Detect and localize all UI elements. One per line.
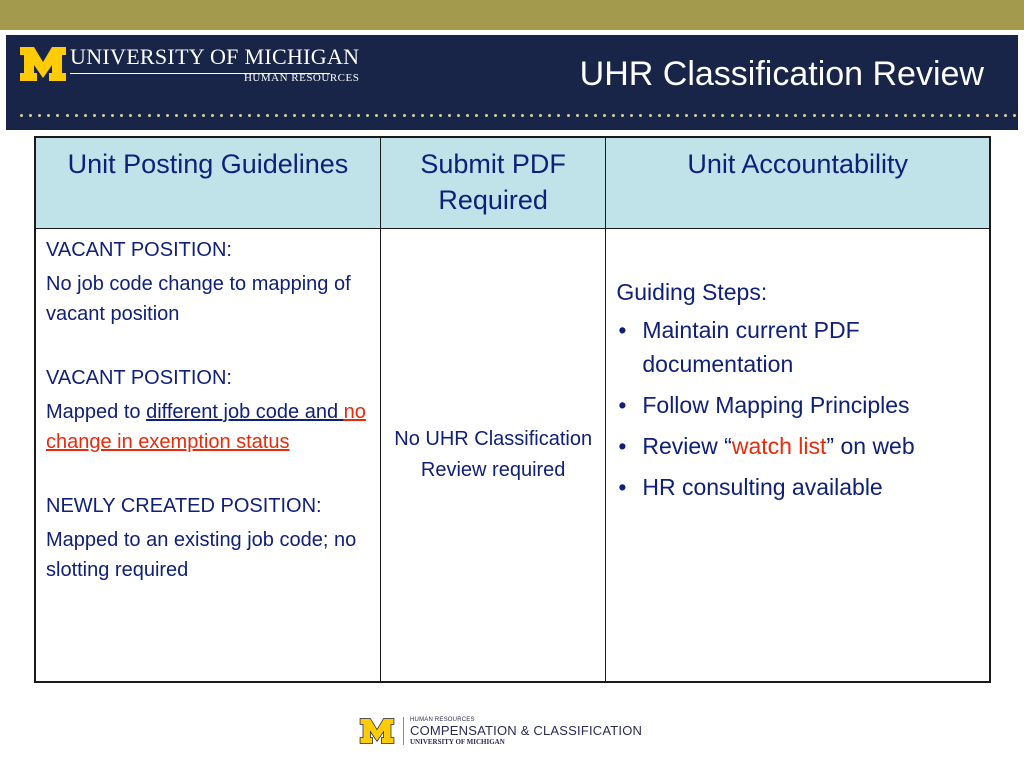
dot — [475, 114, 478, 117]
new-position-heading: NEWLY CREATED POSITION: — [46, 495, 322, 517]
step-text-prefix: Review “ — [642, 433, 732, 459]
dot — [430, 114, 433, 117]
dot — [776, 114, 779, 117]
dot — [157, 114, 160, 117]
dot — [913, 114, 916, 117]
dot — [849, 114, 852, 117]
list-item — [616, 470, 979, 504]
top-stripe — [0, 0, 1024, 30]
block-m-icon — [357, 717, 397, 745]
list-item — [616, 313, 979, 381]
table-header-row — [35, 137, 990, 229]
dot — [275, 114, 278, 117]
footer-text — [410, 717, 642, 746]
dot — [721, 114, 724, 117]
dot — [321, 114, 324, 117]
dot — [93, 114, 96, 117]
dot — [758, 114, 761, 117]
dot — [840, 114, 843, 117]
dot — [120, 114, 123, 117]
dot — [958, 114, 961, 117]
dot — [612, 114, 615, 117]
dot — [530, 114, 533, 117]
dot — [348, 114, 351, 117]
dot — [594, 114, 597, 117]
dot — [111, 114, 114, 117]
posting-guidelines-cell — [35, 229, 380, 683]
classification-table — [34, 136, 991, 683]
guiding-steps-heading: Guiding Steps: — [616, 279, 768, 305]
dot — [20, 114, 23, 117]
dot — [384, 114, 387, 117]
dot — [676, 114, 679, 117]
dot — [940, 114, 943, 117]
dot — [685, 114, 688, 117]
list-item — [616, 429, 979, 463]
dot — [576, 114, 579, 117]
dot — [949, 114, 952, 117]
dot — [485, 114, 488, 117]
dot — [858, 114, 861, 117]
dotted-rule — [12, 114, 1024, 120]
dot — [284, 114, 287, 117]
dot — [922, 114, 925, 117]
dot — [885, 114, 888, 117]
dot — [239, 114, 242, 117]
unit-accountability-cell — [606, 229, 990, 683]
dot — [712, 114, 715, 117]
dot — [230, 114, 233, 117]
dot — [703, 114, 706, 117]
dot — [603, 114, 606, 117]
slide-title: UHR Classification Review — [579, 55, 984, 93]
bullet-icon: • — [618, 474, 627, 500]
submit-pdf-cell: No UHR Classification Review required — [380, 229, 605, 683]
dot — [967, 114, 970, 117]
dot — [822, 114, 825, 117]
dot — [129, 114, 132, 117]
dot — [175, 114, 178, 117]
dot — [266, 114, 269, 117]
dot — [148, 114, 151, 117]
dot — [895, 114, 898, 117]
dot — [503, 114, 506, 117]
dot — [694, 114, 697, 117]
dot — [813, 114, 816, 117]
dot — [512, 114, 515, 117]
dot — [439, 114, 442, 117]
dot — [448, 114, 451, 117]
step-text-suffix: ” on web — [826, 433, 915, 459]
dot — [312, 114, 315, 117]
vacant-heading: VACANT POSITION: — [46, 239, 232, 261]
dot — [794, 114, 797, 117]
dot — [548, 114, 551, 117]
dot — [904, 114, 907, 117]
dot — [293, 114, 296, 117]
step-text: HR consulting available — [642, 474, 883, 500]
dot — [557, 114, 560, 117]
dot — [494, 114, 497, 117]
footer-divider — [403, 717, 404, 745]
dot — [193, 114, 196, 117]
dot — [403, 114, 406, 117]
dot — [521, 114, 524, 117]
dot — [621, 114, 624, 117]
dot — [931, 114, 934, 117]
step-text: Follow Mapping Principles — [642, 392, 910, 418]
dot — [166, 114, 169, 117]
dot — [740, 114, 743, 117]
bullet-icon: • — [618, 317, 627, 343]
vacant-heading: VACANT POSITION: — [46, 367, 232, 389]
vacant-mapped-text — [46, 397, 370, 457]
bullet-icon: • — [618, 433, 627, 459]
no-exemption-change-text: no change in exemption status — [46, 401, 366, 453]
dot — [202, 114, 205, 117]
vacant-no-change-text: No job code change to mapping of vacant position — [46, 273, 351, 325]
dot — [831, 114, 834, 117]
dot — [995, 114, 998, 117]
dot — [47, 114, 50, 117]
dot — [539, 114, 542, 117]
dot — [211, 114, 214, 117]
dot — [302, 114, 305, 117]
dot — [56, 114, 59, 117]
watch-list-text: watch list — [731, 433, 827, 459]
dot — [785, 114, 788, 117]
list-item — [616, 388, 979, 422]
dot — [466, 114, 469, 117]
dot — [421, 114, 424, 117]
footer-university: UNIVERSITY OF MICHIGAN — [410, 737, 505, 746]
dot — [803, 114, 806, 117]
dot — [731, 114, 734, 117]
bullet-icon: • — [618, 392, 627, 418]
dot — [630, 114, 633, 117]
dot — [585, 114, 588, 117]
header-unit-posting: Unit Posting Guidelines — [35, 137, 380, 229]
dot — [658, 114, 661, 117]
dot — [375, 114, 378, 117]
different-job-code-text: different job code and — [146, 401, 344, 423]
dot — [767, 114, 770, 117]
dot — [867, 114, 870, 117]
dot — [102, 114, 105, 117]
dot — [876, 114, 879, 117]
dot — [749, 114, 752, 117]
logo-text — [70, 45, 359, 84]
dot — [357, 114, 360, 117]
dot — [1013, 114, 1016, 117]
dot — [412, 114, 415, 117]
dot — [567, 114, 570, 117]
dot — [257, 114, 260, 117]
dot — [330, 114, 333, 117]
dot — [986, 114, 989, 117]
dot — [84, 114, 87, 117]
logo-unit-name: HUMAN RESOURCES — [243, 72, 360, 84]
dot — [38, 114, 41, 117]
block-m-icon — [18, 45, 68, 83]
dot — [457, 114, 460, 117]
dot — [649, 114, 652, 117]
dot — [220, 114, 223, 117]
university-logo — [18, 45, 359, 85]
footer-logo — [357, 715, 642, 747]
footer-department: COMPENSATION & CLASSIFICATION — [410, 722, 643, 738]
dot — [66, 114, 69, 117]
header-unit-accountability: Unit Accountability — [606, 137, 990, 229]
dot — [393, 114, 396, 117]
header-submit-pdf: Submit PDF Required — [380, 137, 605, 229]
logo-university-name: UNIVERSITY OF MICHIGAN — [70, 44, 360, 69]
vacant-mapped-prefix: Mapped to — [46, 401, 147, 423]
dot — [366, 114, 369, 117]
dot — [667, 114, 670, 117]
dot — [138, 114, 141, 117]
table-row — [35, 229, 990, 683]
dot — [248, 114, 251, 117]
footer-hr-label: HUMAN RESOURCES — [410, 716, 475, 723]
dot — [29, 114, 32, 117]
step-text: Maintain current PDF documentation — [642, 317, 860, 377]
dot — [75, 114, 78, 117]
guiding-steps-list — [616, 313, 979, 504]
dot — [1004, 114, 1007, 117]
dot — [639, 114, 642, 117]
dot — [339, 114, 342, 117]
new-position-text: Mapped to an existing job code; no slotting required — [46, 529, 357, 581]
dot — [976, 114, 979, 117]
dot — [184, 114, 187, 117]
